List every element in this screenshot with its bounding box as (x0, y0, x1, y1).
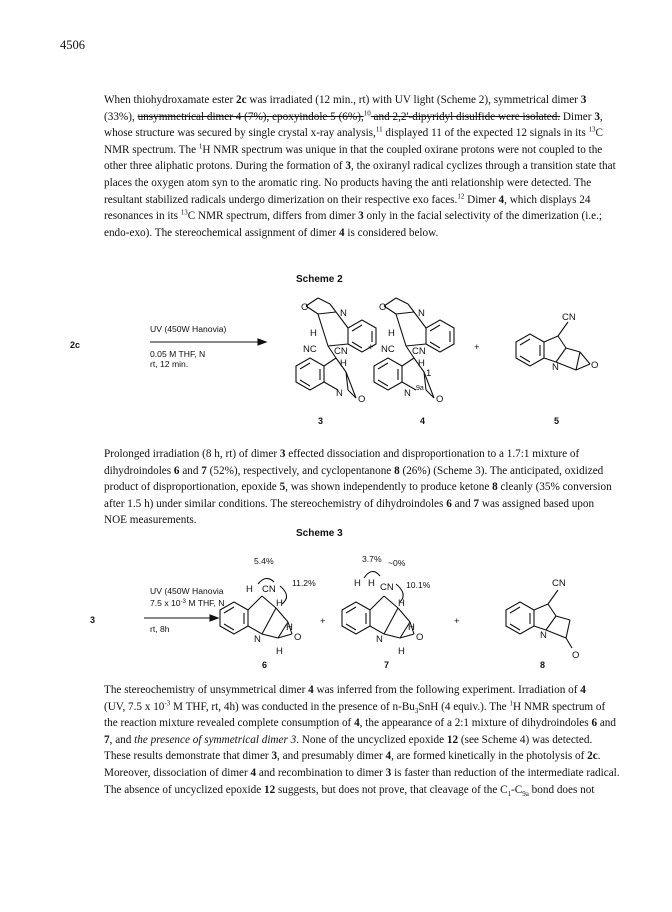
text-line (104, 208, 624, 225)
text-run: 12 (457, 191, 465, 200)
text-run: whose structure was secured by single crystal x-ray analysis, (104, 127, 376, 140)
text-line (104, 125, 624, 142)
text-run: When thiohydroxamate ester (104, 94, 237, 106)
scheme3-condition-4: rt, 8h (150, 624, 170, 634)
text-run: , and presumably dimer (277, 750, 386, 763)
text-run: (33%), (104, 110, 138, 123)
text-run: unsymmetrical dimer 4 (7%), epoxyindole 5 (6%), (137, 110, 364, 123)
text-run: . None of the uncyclized epoxide (296, 733, 447, 746)
text-run: 3 (580, 94, 587, 106)
compound-3-label: 3 (318, 416, 324, 426)
paragraph-dimer-formation (104, 92, 624, 241)
text-line (104, 142, 624, 159)
atom-h: H (340, 358, 347, 369)
text-run: 4 (498, 193, 505, 206)
atom-h: H (408, 622, 415, 633)
text-run: -3 (164, 698, 171, 707)
text-line (104, 175, 624, 192)
text-run: , (599, 110, 603, 123)
text-run: 2c (587, 750, 598, 763)
atom-o: O (294, 632, 302, 643)
text-run: The stereochemistry of unsymmetrical dimer (104, 684, 309, 696)
text-run: , are formed kinetically in the photolysis of (391, 750, 588, 763)
text-run: (see Scheme 4) was detected. (458, 733, 593, 746)
atom-h: H (246, 584, 253, 595)
atom-h: H (398, 646, 405, 657)
text-run: , was shown independently to produce ketone (285, 481, 493, 494)
atom-cn: CN (412, 346, 426, 357)
text-run: 8 (394, 464, 400, 477)
text-run: 4 (250, 766, 257, 779)
text-run: 1 (507, 789, 512, 798)
text-line (104, 682, 624, 699)
text-run: 8 (492, 481, 498, 494)
atom-nc: NC (303, 344, 317, 355)
paragraph-stereochemistry (104, 682, 624, 798)
text-run: , which displays 24 (504, 193, 591, 206)
text-run: NMR spectrum. The (104, 143, 199, 156)
text-run: 6 (173, 464, 180, 477)
text-run: NOE measurements. (104, 514, 197, 527)
atom-o: O (301, 302, 309, 313)
plus-sign: + (454, 616, 460, 627)
text-run: -C (511, 783, 523, 796)
text-run: places the oxygen atom syn to the aromatic ring. No products having the anti relationship were detected. The (104, 176, 592, 189)
text-run: is faster than reduction of the intermediate radical. (391, 766, 620, 779)
text-run: 3 (414, 706, 419, 715)
text-run: , the appearance of a 2:1 mixture of dihydroindoles (359, 717, 592, 730)
atom-n: N (336, 388, 343, 399)
text-line (104, 748, 624, 765)
text-run: The absence of uncyclized epoxide (104, 783, 264, 796)
text-run: was inferred from the following experiment. Irradiation of (313, 684, 581, 696)
atom-o: O (591, 360, 599, 371)
text-run: Moreover, dissociation of dimer (104, 766, 251, 779)
atom-o: O (416, 632, 424, 643)
atom-n: N (340, 308, 347, 319)
text-line (104, 496, 624, 513)
scheme2-condition-1: UV (450W Hanovia) (150, 324, 227, 334)
atom-n: N (376, 634, 383, 645)
atom-n: N (404, 388, 411, 399)
text-run: , the oxiranyl radical cyclizes through a transition state that (351, 160, 616, 173)
text-run: is considered below. (344, 226, 439, 239)
text-line (104, 782, 624, 799)
atom-nc: NC (381, 344, 395, 355)
text-run: 13 (180, 208, 188, 217)
text-run: . (597, 750, 601, 763)
text-run: was irradiated (12 min., rt) with UV light (Scheme 2), symmetrical dimer (246, 94, 581, 106)
atom-n: N (552, 362, 559, 373)
atom-h: H (418, 358, 425, 369)
text-line (104, 463, 624, 480)
plus-sign: + (368, 342, 374, 353)
atom-h: H (354, 578, 361, 589)
text-run: Prolonged irradiation (8 h, rt) of dimer (104, 448, 280, 460)
atom-n: N (418, 308, 425, 319)
noe-value: 3.7% (362, 554, 382, 564)
atom-cn: CN (380, 582, 394, 593)
text-run: , and (109, 733, 135, 746)
text-run: suggests, but does not prove, that cleavage of the C (275, 783, 508, 796)
compound-4-label: 4 (420, 416, 426, 426)
text-run: 1 (509, 698, 513, 707)
text-run: H NMR spectrum was unique in that the coupled oxirane protons were not coupled to the (202, 143, 603, 156)
text-run: 4 (580, 684, 586, 696)
text-run: 2c (236, 94, 247, 106)
atom-o: O (436, 394, 444, 405)
text-run: (52%), respectively, and cyclopentanone (206, 464, 395, 477)
text-run: resonances in its (104, 210, 181, 223)
atom-o: O (379, 302, 387, 313)
text-run: 13 (588, 125, 596, 134)
atom-cn: CN (334, 346, 348, 357)
plus-sign: + (474, 342, 480, 353)
text-run: 12 (263, 783, 276, 796)
text-run: 4 (338, 226, 345, 239)
text-run: 6 (591, 717, 598, 730)
text-run: the presence of symmetrical dimer 3 (134, 733, 297, 746)
text-run: and (597, 717, 616, 730)
noe-value: 5.4% (254, 556, 274, 566)
text-run: Dimer (560, 110, 595, 123)
text-run: 7 (473, 497, 480, 510)
text-run: SnH (4 equiv.). The (418, 700, 510, 713)
text-run: and recombination to dimer (256, 766, 386, 779)
plus-sign: + (320, 616, 326, 627)
atom-h: H (286, 622, 293, 633)
atom-h: H (310, 328, 317, 339)
text-line (104, 715, 624, 732)
scheme-3-diagram (0, 540, 672, 672)
text-run: effected dissociation and disproportionation to a 1.7:1 mixture of (285, 448, 580, 460)
text-run: product of disproportionation, epoxide (104, 481, 280, 494)
text-run: and 2,2'-dipyridyl disulfide were isolated. (370, 110, 561, 123)
atom-o: O (572, 650, 580, 661)
text-run: 10 (363, 108, 371, 117)
atom-cn: CN (262, 584, 276, 595)
text-line (104, 699, 624, 716)
text-line (104, 225, 624, 242)
text-line (104, 512, 624, 529)
text-run: other three aliphatic protons. During the formation of (104, 160, 346, 173)
text-run: 5 (279, 481, 286, 494)
text-run: 7 (104, 733, 110, 746)
text-run: cleanly (35% conversion (497, 481, 612, 494)
text-run: bond does not (528, 783, 595, 796)
text-line (104, 479, 624, 496)
text-run: resultant stabilized radicals undergo dimerization on their respective exo faces. (104, 193, 458, 206)
atom-h: H (388, 328, 395, 339)
text-run: 3 (358, 210, 364, 223)
text-line (104, 92, 624, 109)
atom-h: H (276, 598, 283, 609)
text-line (104, 158, 624, 175)
atom-h: H (368, 578, 375, 589)
text-run: 12 (446, 733, 459, 746)
text-run: C NMR spectrum, differs from dimer (187, 210, 359, 223)
text-line (104, 446, 624, 463)
text-run: 4 (385, 750, 392, 763)
scheme-3-title: Scheme 3 (296, 528, 343, 539)
compound-7-label: 7 (384, 660, 390, 670)
text-run: and (451, 497, 474, 510)
text-run: 7 (201, 464, 207, 477)
scheme2-condition-3: rt, 12 min. (150, 359, 189, 369)
text-run: only in the facial selectivity of the dimerization (i.e.; (363, 210, 602, 223)
text-run: 4 (308, 684, 314, 696)
scheme3-condition-2: 7.5 x $10^{-3}$ M THF, N (150, 598, 225, 608)
text-line (104, 732, 624, 749)
text-run: and (179, 464, 202, 477)
text-run: 6 (446, 497, 452, 510)
scheme-2-diagram (0, 286, 672, 426)
text-run: 9a (522, 789, 529, 798)
text-run: 11 (375, 125, 383, 134)
scheme-2-title: Scheme 2 (296, 274, 343, 285)
text-run: Dimer (464, 193, 499, 206)
text-run: dihydroindoles (104, 464, 174, 477)
text-run: 4 (354, 717, 360, 730)
scheme3-reactant-label: 3 (90, 615, 96, 625)
text-run: 1 (198, 142, 203, 151)
noe-value: 10.1% (406, 580, 431, 590)
text-line (104, 109, 624, 126)
compound-6-label: 6 (262, 660, 268, 670)
paragraph-disproportionation (104, 446, 624, 529)
page-number: 4506 (60, 38, 85, 52)
scheme2-condition-2: 0.05 M THF, N (150, 349, 206, 359)
atom-n: N (540, 630, 547, 641)
atom-o: O (358, 394, 366, 405)
text-run: (UV, 7.5 x 10 (104, 700, 165, 713)
atom-h: H (276, 646, 283, 657)
text-run: 3 (385, 766, 392, 779)
atom-n: N (254, 634, 261, 645)
text-line (104, 192, 624, 209)
compound-8-label: 8 (540, 660, 546, 670)
text-run: (26%) (Scheme 3). The anticipated, oxidized (399, 464, 604, 477)
atom-h: H (398, 598, 405, 609)
text-run: 3 (594, 110, 600, 123)
atom-9a: 9a (416, 385, 424, 392)
text-run: after 1.5 h) under similar conditions. The stereochemistry of dihydroindoles (104, 497, 447, 510)
scheme2-reactant-label: 2c (70, 340, 81, 350)
text-run: C (595, 127, 603, 140)
atom-cn: CN (562, 312, 576, 323)
text-run: the reaction mixture revealed complete consumption of (104, 717, 355, 730)
text-run: H NMR spectrum of (512, 700, 606, 713)
text-run: 3 (345, 160, 351, 173)
text-run: endo-exo). The stereochemical assignment of dimer (104, 226, 339, 239)
atom-c1: 1 (426, 368, 432, 379)
noe-value: 11.2% (292, 578, 316, 588)
text-run: 3 (271, 750, 278, 763)
compound-5-label: 5 (554, 416, 560, 426)
text-run: These results demonstrate that dimer (104, 750, 272, 763)
scheme3-condition-1: UV (450W Hanovia (150, 586, 224, 596)
text-line (104, 765, 624, 782)
text-run: M THF, rt, 4h) was conducted in the presence of n-Bu (170, 700, 415, 713)
noe-value: ~0% (388, 558, 406, 568)
text-run: was assigned based upon (479, 497, 595, 510)
text-run: displayed 11 of the expected 12 signals in its (382, 127, 589, 140)
text-run: 3 (279, 448, 286, 460)
atom-cn: CN (552, 578, 566, 589)
